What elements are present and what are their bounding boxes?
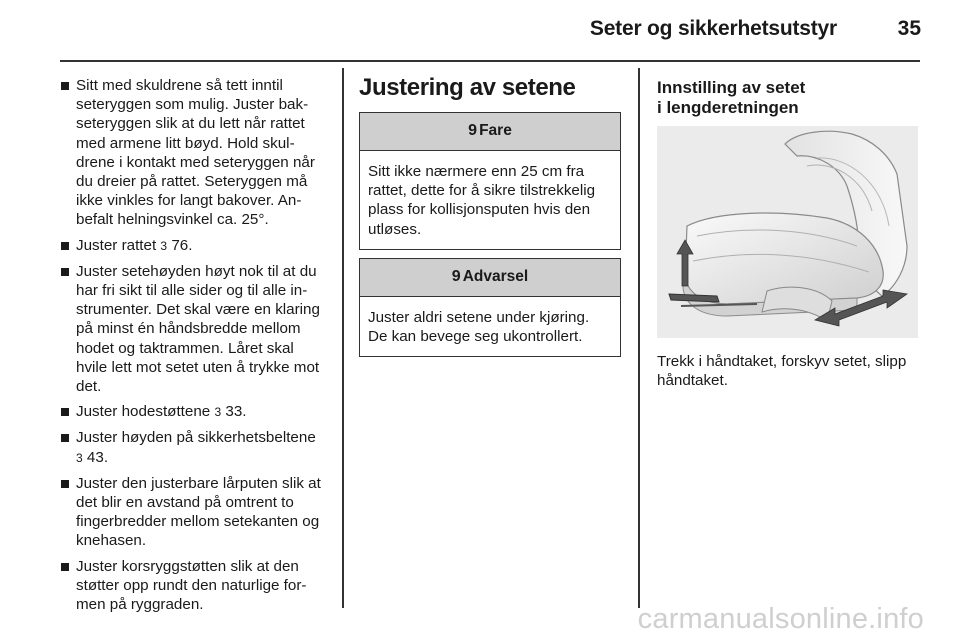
page-reference-link[interactable]: 33. — [225, 403, 247, 421]
page-number: 35 — [897, 17, 921, 40]
column-divider-right — [638, 68, 640, 608]
reference-arrow-icon: 3 — [76, 450, 83, 465]
column-right — [657, 78, 921, 118]
column-divider-left — [342, 68, 344, 608]
warning-icon: 9 — [451, 267, 461, 285]
list-item: Sitt med skuldrene så tett inntil seteryggen som mulig. Juster bakseteryggen slik at du lett når rattet med armene litt bøyd. Hold skuldrene i kontakt med seteryggen når du dreier på rattet. Seteryggen må ikke vinkles for langt bakover. Anbefalt helningsvinkel ca. 25°. — [60, 76, 326, 230]
subsection-title-line1: Innstilling av setet — [657, 78, 806, 97]
bullet-square-icon — [61, 480, 69, 488]
list-item: Juster rattet 3 76. — [60, 236, 326, 256]
danger-text: Sitt ikke nærmere enn 25 cm fra rattet, dette for å sikre tilstrekkelig plass for kollisjonsputen hvis den utløses. — [368, 163, 596, 238]
danger-label: Fare — [479, 122, 512, 139]
bullet-square-icon — [61, 408, 69, 416]
bullet-square-icon — [61, 242, 69, 250]
danger-icon: 9 — [468, 122, 478, 139]
page-reference-link[interactable]: 43. — [86, 448, 109, 466]
page-header-title: Seter og sikkerhetsutstyr — [589, 17, 837, 40]
warning-box-header — [360, 259, 620, 297]
figure-caption: Trekk i håndtaket, forskyv setet, slipp håndtaket. — [657, 353, 907, 390]
page-reference-link[interactable]: 76. — [171, 236, 193, 254]
column-left — [60, 76, 326, 620]
bullet-square-icon — [61, 434, 69, 442]
warning-label: Advarsel — [462, 267, 529, 285]
list-item: Juster den justerbare lårputen slik at det blir en avstand på omtrent to fingerbredder mellom setekanten og knehasen. — [60, 474, 326, 551]
section-title: Justering av setene — [359, 74, 576, 101]
list-item: Juster setehøyden høyt nok til at du har fri sikt til alle sider og til alle instrumenter. Det skal være en klaring på minst én håndsbredde mellom hodet og taktrammen. Låret skal hvile lett mot setet uten å trykke mot det. — [60, 262, 326, 396]
column-middle — [359, 74, 621, 365]
seat-illustration — [657, 126, 918, 338]
danger-box-header — [360, 113, 620, 151]
reference-arrow-icon: 3 — [160, 238, 168, 253]
list-item: Juster korsryggstøtten slik at den støtter opp rundt den naturlige formen på ryggraden. — [60, 557, 326, 615]
seat-adjustment-diagram — [657, 126, 918, 338]
adjustment-bullet-list — [60, 76, 326, 614]
list-item: Juster hodestøttene 3 33. — [60, 402, 326, 422]
watermark: carmanualsonline.info — [637, 603, 924, 635]
header-rule — [60, 60, 920, 62]
bullet-square-icon — [61, 268, 69, 276]
warning-box — [359, 258, 621, 357]
reference-arrow-icon: 3 — [214, 405, 222, 420]
list-item: Juster høyden på sikkerhetsbeltene 3 43. — [60, 428, 326, 467]
bullet-square-icon — [61, 563, 69, 571]
subsection-title-line2: i lengderetningen — [657, 98, 799, 117]
warning-text: Juster aldri setene under kjøring. De kan bevege seg ukontrollert. — [368, 308, 590, 346]
danger-box — [359, 112, 621, 250]
bullet-square-icon — [61, 82, 69, 90]
